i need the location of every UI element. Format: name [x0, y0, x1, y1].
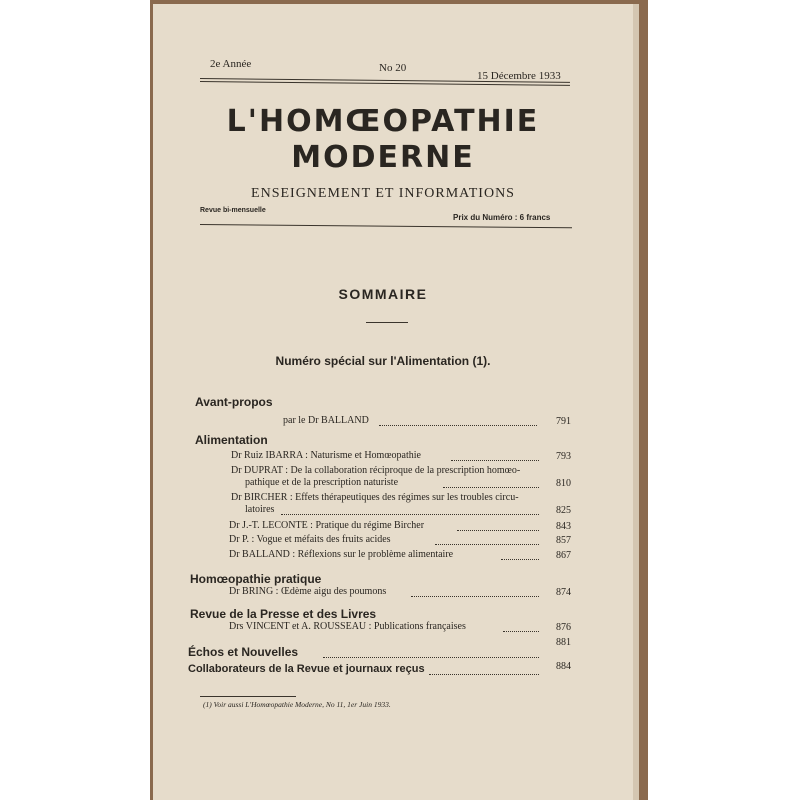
entry-bircher-line2: latoires [245, 504, 275, 515]
special-issue-title: Numéro spécial sur l'Alimentation (1). [275, 354, 491, 368]
journal-subtitle: ENSEIGNEMENT ET INFORMATIONS [251, 186, 515, 201]
page-number-collaborateurs: 884 [556, 661, 571, 672]
section-revue-presse: Revue de la Presse et des Livres [190, 607, 377, 621]
leader-dots [411, 596, 539, 597]
entry-duprat-line2: pathique et de la prescription naturiste [245, 477, 399, 488]
section-collaborateurs: Collaborateurs de la Revue et journaux reçus [188, 663, 425, 675]
entry-bircher-line1: Dr BIRCHER : Effets thérapeutiques des régimes sur les troubles circu- [231, 492, 519, 503]
journal-page [153, 4, 633, 800]
leader-dots [435, 544, 539, 545]
page-number: 810 [556, 478, 571, 489]
page-number: 876 [556, 622, 571, 633]
sommaire-rule [366, 322, 408, 323]
page-number: 793 [556, 451, 571, 462]
page-number: 825 [556, 505, 571, 516]
entry-vincent-rousseau: Drs VINCENT et A. ROUSSEAU : Publications françaises [229, 621, 466, 632]
leader-dots [457, 530, 539, 531]
page-number-echos: 881 [556, 637, 571, 648]
section-homoeopathie-pratique: Homœopathie pratique [190, 572, 322, 586]
issue-number: No 20 [379, 62, 407, 74]
leader-dots [379, 425, 537, 426]
footnote-rule [200, 696, 296, 697]
page-number: 857 [556, 535, 571, 546]
page-number: 867 [556, 550, 571, 561]
leader-dots [443, 487, 539, 488]
price-label: Prix du Numéro : 6 francs [453, 213, 551, 222]
entry-balland-reflexions: Dr BALLAND : Réflexions sur le problème alimentaire [229, 549, 454, 560]
page-number: 843 [556, 521, 571, 532]
frequency-label: Revue bi-mensuelle [200, 207, 266, 214]
section-alimentation: Alimentation [195, 433, 268, 447]
section-avant-propos: Avant-propos [195, 395, 273, 409]
section-echos: Échos et Nouvelles [188, 645, 299, 659]
header-rule-bottom [200, 224, 572, 228]
leader-dots [281, 514, 539, 515]
leader-dots [503, 631, 539, 632]
journal-title-line2: MODERNE [291, 140, 475, 175]
page-number: 874 [556, 587, 571, 598]
leader-dots [501, 559, 539, 560]
year-label: 2e Année [210, 58, 252, 70]
entry-balland-avant-propos: par le Dr BALLAND [283, 415, 369, 426]
sommaire-heading: SOMMAIRE [338, 286, 428, 302]
footnote: (1) Voir aussi L'Homœopathie Moderne, No 11, 1er Juin 1933. [203, 700, 391, 709]
entry-bring: Dr BRING : Œdème aigu des poumons [229, 586, 387, 597]
entry-ibarra: Dr Ruiz IBARRA : Naturisme et Homœopathie [231, 450, 421, 461]
entry-duprat-line1: Dr DUPRAT : De la collaboration réciproque de la prescription homœo- [231, 465, 521, 476]
entry-leconte: Dr J.-T. LECONTE : Pratique du régime Bircher [229, 520, 425, 531]
journal-title-line1: L'HOMŒOPATHIE [226, 104, 540, 139]
leader-dots [429, 674, 539, 675]
leader-dots [323, 657, 539, 658]
page-number: 791 [556, 416, 571, 427]
leader-dots [451, 460, 539, 461]
issue-date: 15 Décembre 1933 [477, 70, 561, 82]
entry-dr-p: Dr P. : Vogue et méfaits des fruits acides [229, 534, 391, 545]
